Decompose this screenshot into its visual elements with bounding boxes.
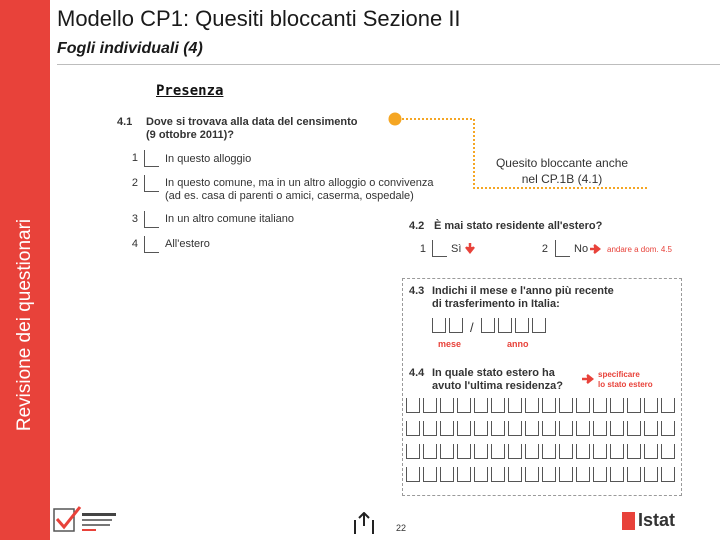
q41-number: 4.1: [117, 116, 133, 128]
month-digit-field[interactable]: [432, 318, 446, 333]
navigation-icon[interactable]: [353, 512, 375, 536]
q42-goto-note: andare a dom. 4.5: [607, 245, 672, 254]
country-letter-field[interactable]: [508, 421, 522, 436]
callout-line2: nel CP.1B (4.1): [521, 172, 603, 186]
country-letter-field[interactable]: [559, 398, 573, 413]
country-letter-field[interactable]: [593, 421, 607, 436]
country-letter-field[interactable]: [559, 421, 573, 436]
country-letter-field[interactable]: [661, 444, 675, 459]
month-label: mese: [438, 339, 462, 349]
country-letter-field[interactable]: [423, 398, 437, 413]
q43-text-line1: Indichi il mese e l'anno più recente: [432, 285, 614, 297]
year-label: anno: [507, 339, 529, 349]
country-letter-field[interactable]: [474, 444, 488, 459]
country-letter-field[interactable]: [610, 398, 624, 413]
q41-option-num: 3: [131, 213, 138, 225]
country-letter-field[interactable]: [440, 421, 454, 436]
country-letter-field[interactable]: [627, 444, 641, 459]
country-letter-field[interactable]: [491, 421, 505, 436]
q41-text-line1: Dove si trovava alla data del censimento: [146, 116, 358, 128]
country-letter-field[interactable]: [423, 467, 437, 482]
q41-option-2-label: In questo comune, ma in un altro alloggio o convivenza: [165, 177, 434, 189]
country-letter-field[interactable]: [525, 421, 539, 436]
country-letter-field[interactable]: [661, 467, 675, 482]
q42-no-label: No: [574, 243, 589, 255]
country-letter-field[interactable]: [491, 444, 505, 459]
country-letter-field[interactable]: [610, 467, 624, 482]
q41-text-line2: (9 ottobre 2011)?: [146, 129, 235, 141]
q41-option-4-label: All'estero: [165, 238, 210, 250]
page-subtitle: Fogli individuali (4): [57, 40, 203, 57]
q41-option-3-label: In un altro comune italiano: [165, 213, 295, 225]
page-number: 22: [396, 523, 407, 533]
country-letter-field[interactable]: [610, 444, 624, 459]
arrow-right-icon: [590, 243, 602, 255]
year-digit-field[interactable]: [515, 318, 529, 333]
country-letter-field[interactable]: [423, 444, 437, 459]
q43-number: 4.3: [409, 285, 425, 297]
country-letter-field[interactable]: [474, 421, 488, 436]
census-logo: [52, 505, 122, 537]
country-letter-field[interactable]: [576, 398, 590, 413]
callout-note: [476, 155, 648, 187]
country-letter-field[interactable]: [542, 467, 556, 482]
country-letter-field[interactable]: [491, 467, 505, 482]
month-digit-field[interactable]: [449, 318, 463, 333]
country-letter-field[interactable]: [525, 467, 539, 482]
arrow-right-icon: [582, 372, 596, 386]
q42-yes-label: Sì: [451, 243, 462, 255]
q42-yes-checkbox[interactable]: [432, 240, 447, 257]
country-letter-field[interactable]: [627, 467, 641, 482]
page-title: Modello CP1: Quesiti bloccanti Sezione II: [57, 6, 461, 31]
q44-number: 4.4: [409, 367, 425, 379]
country-letter-field[interactable]: [508, 444, 522, 459]
istat-brand: Istat: [638, 510, 676, 530]
country-letter-field[interactable]: [627, 421, 641, 436]
country-letter-field[interactable]: [542, 444, 556, 459]
country-letter-field[interactable]: [576, 467, 590, 482]
country-letter-field[interactable]: [593, 467, 607, 482]
country-letter-field[interactable]: [457, 467, 471, 482]
q44-note-line2: lo stato estero: [598, 380, 653, 389]
country-letter-field[interactable]: [661, 421, 675, 436]
checkmark-icon: [57, 507, 80, 527]
country-letter-field[interactable]: [440, 467, 454, 482]
country-letter-field[interactable]: [644, 444, 658, 459]
country-letter-field[interactable]: [491, 398, 505, 413]
country-letter-field[interactable]: [406, 421, 420, 436]
country-letter-field[interactable]: [542, 421, 556, 436]
arrow-down-icon: [464, 243, 476, 255]
year-digit-field[interactable]: [481, 318, 495, 333]
section-label: Presenza: [156, 83, 224, 99]
country-letter-field[interactable]: [610, 421, 624, 436]
country-letter-field[interactable]: [627, 398, 641, 413]
country-letter-field[interactable]: [661, 398, 675, 413]
q42-yes-num: 1: [419, 243, 426, 255]
country-letter-field[interactable]: [644, 398, 658, 413]
country-letter-field[interactable]: [525, 444, 539, 459]
country-letter-field[interactable]: [474, 398, 488, 413]
country-letter-field[interactable]: [525, 398, 539, 413]
q41-option-num: 4: [131, 238, 138, 250]
country-letter-field[interactable]: [457, 421, 471, 436]
country-letter-field[interactable]: [644, 467, 658, 482]
q44-text-line1: In quale stato estero ha: [432, 367, 555, 379]
q42-no-num: 2: [541, 243, 548, 255]
country-letter-field[interactable]: [423, 421, 437, 436]
istat-logo-icon: [622, 512, 635, 530]
q41-option-num: 2: [131, 177, 138, 189]
q43-text-line2: di trasferimento in Italia:: [432, 298, 560, 310]
country-letter-field[interactable]: [559, 467, 573, 482]
country-letter-field[interactable]: [644, 421, 658, 436]
country-letter-field[interactable]: [457, 444, 471, 459]
country-letter-field[interactable]: [508, 398, 522, 413]
q41-option-2-label-detail: (ad es. casa di parenti o amici, caserma, ospedale): [165, 190, 414, 202]
q41-option-num: 1: [131, 152, 138, 164]
year-digit-field[interactable]: [498, 318, 512, 333]
country-letter-field[interactable]: [406, 444, 420, 459]
country-letter-field[interactable]: [576, 444, 590, 459]
callout-line1: Quesito bloccante anche: [495, 156, 629, 170]
q44-text-line2: avuto l'ultima residenza?: [432, 380, 563, 392]
callout-dot-icon: [389, 113, 402, 126]
year-digit-field[interactable]: [532, 318, 546, 333]
q42-text: È mai stato residente all'estero?: [434, 220, 603, 232]
q42-number: 4.2: [409, 220, 425, 232]
country-letter-field[interactable]: [440, 444, 454, 459]
q42-no-checkbox[interactable]: [555, 240, 570, 257]
country-letter-field[interactable]: [474, 467, 488, 482]
country-letter-field[interactable]: [593, 444, 607, 459]
country-letter-field[interactable]: [559, 444, 573, 459]
date-separator: /: [470, 320, 474, 335]
country-letter-field[interactable]: [508, 467, 522, 482]
sidebar-label: Revisione dei questionari: [14, 218, 35, 432]
country-letter-field[interactable]: [457, 398, 471, 413]
country-letter-field[interactable]: [593, 398, 607, 413]
country-letter-field[interactable]: [406, 467, 420, 482]
q41-option-1-label: In questo alloggio: [165, 153, 252, 165]
country-letter-field[interactable]: [542, 398, 556, 413]
country-letter-field[interactable]: [576, 421, 590, 436]
q44-note-line1: specificare: [598, 370, 640, 379]
country-letter-field[interactable]: [406, 398, 420, 413]
country-letter-field[interactable]: [440, 398, 454, 413]
